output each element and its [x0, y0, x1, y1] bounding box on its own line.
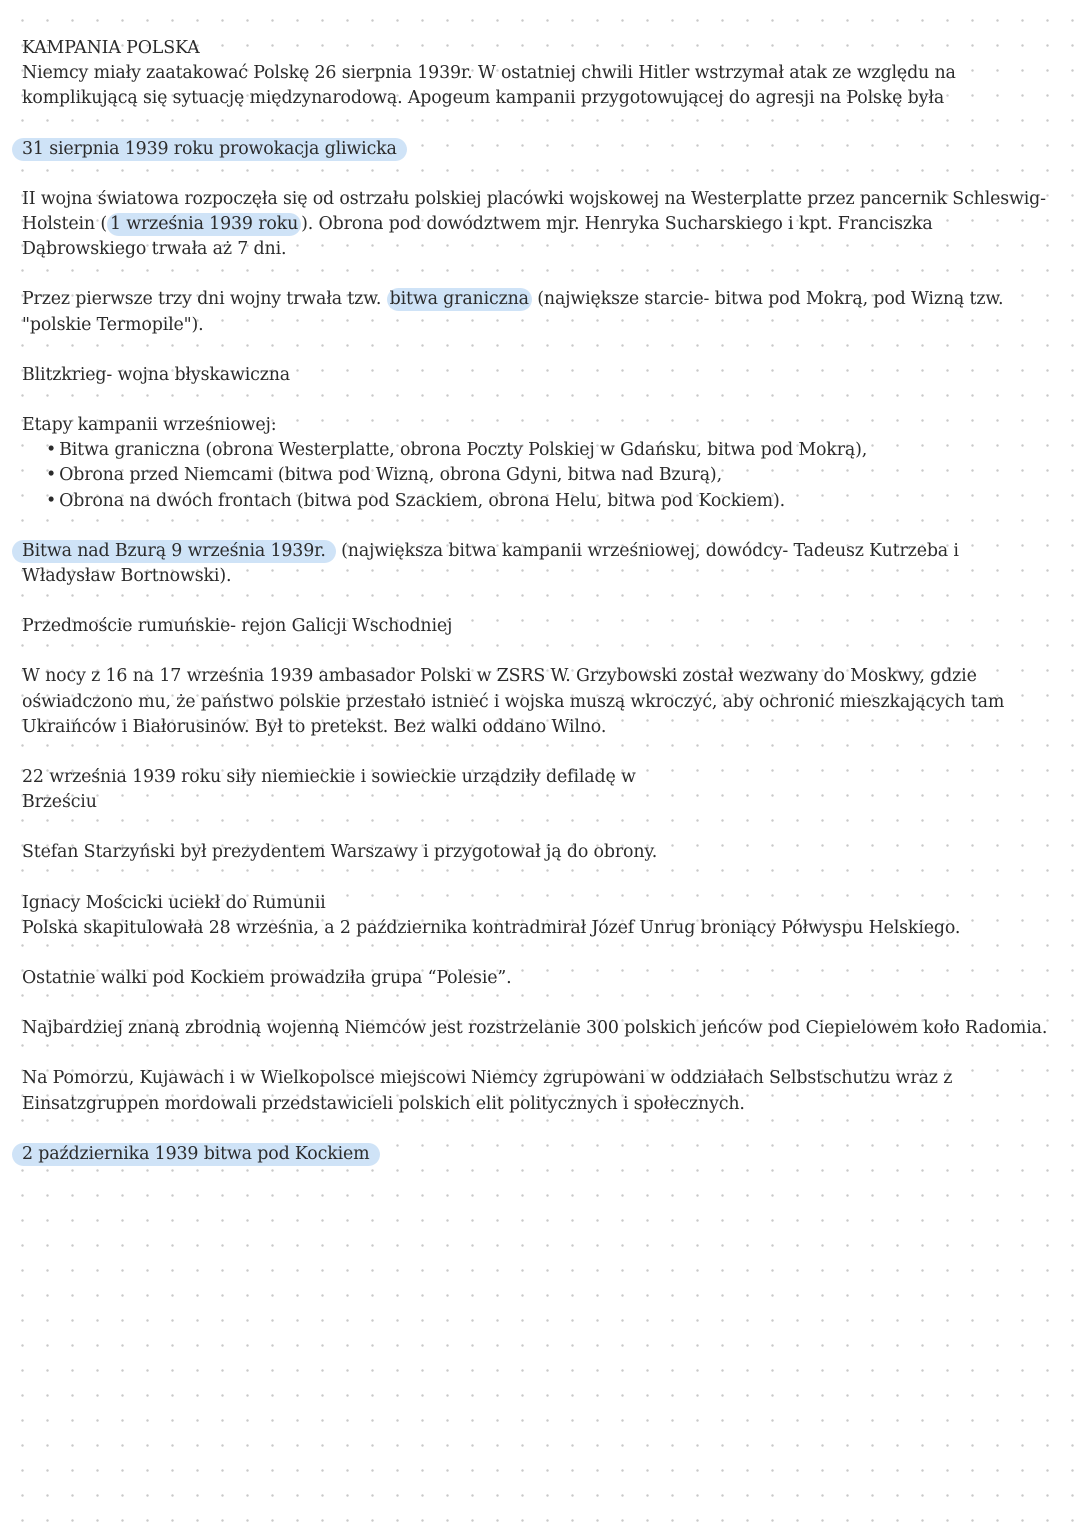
westerplatte-date-highlight: 1 września 1939 roku — [107, 213, 301, 236]
stages-heading: Etapy kampanii wrześniowej: — [22, 415, 277, 436]
kock-highlight-line — [22, 1142, 1050, 1167]
bzura-paragraph: Bitwa nad Bzurą 9 września 1939r. (największa bitwa kampanii wrześniowej, dowódcy- Tadeusz Kutrzeba i Władysław Bortnowski). — [22, 539, 1050, 589]
list-item: • Obrona na dwóch frontach (bitwa pod Szackiem, obrona Helu, bitwa pod Kockiem). — [46, 489, 1050, 514]
bzura-highlight: Bitwa nad Bzurą 9 września 1939r. — [12, 540, 336, 563]
capitulation-paragraph: Polska skapitulowała 28 września, a 2 października kontradmirał Józef Unrug broniący Półwyspu Helskiego. — [22, 917, 961, 938]
stages-list — [22, 438, 1050, 514]
list-item: • Bitwa graniczna (obrona Westerplatte, obrona Poczty Polskiej w Gdańsku, bitwa pod Mokrą), — [46, 438, 1050, 463]
border-battle-highlight: bitwa graniczna — [387, 288, 532, 311]
moscicki-line: Ignacy Mościcki uciekł do Rumunii — [22, 892, 326, 913]
gliwice-highlight: 31 sierpnia 1939 roku prowokacja gliwicka — [12, 138, 407, 161]
ciepielow-paragraph: Najbardziej znaną zbrodnią wojenną Niemców jest rozstrzelanie 300 polskich jeńców pod Ciepielowem koło Radomia. — [22, 1018, 1048, 1039]
bridgehead-line: Przedmoście rumuńskie- rejon Galicji Wschodniej — [22, 616, 453, 637]
brest-parade-paragraph: 22 września 1939 roku siły niemieckie i sowieckie urządziły defiladę w Brześciu — [22, 767, 636, 813]
kock-highlight: 2 października 1939 bitwa pod Kockiem — [12, 1143, 380, 1166]
gliwice-highlight-line — [22, 137, 1050, 162]
polesie-line: Ostatnie walki pod Kockiem prowadziła grupa “Polesie”. — [22, 968, 512, 989]
soviet-invasion-paragraph: W nocy z 16 na 17 września 1939 ambasador Polski w ZSRS W. Grzybowski został wezwany do Moskwy, gdzie oświadczono mu, że państwo polskie przestało istnieć i wojska muszą wkroczyć, aby ochronić mieszkających tam Ukraińców i Białorusinów. Był to pretekst. Bez walki oddano Wilno. — [22, 666, 1005, 737]
page-title: KAMPANIA POLSKA — [22, 38, 200, 58]
westerplatte-paragraph: II wojna światowa rozpoczęła się od ostrzału polskiej placówki wojskowej na Westerplatte przez pancernik Schleswig- Holstein ( 1 września 1939 roku ). Obrona pod dowództwem mjr. Henryka Sucharskiego i kpt. Franciszka Dąbrowskiego trwała aż 7 dni. — [22, 188, 1046, 260]
starzynski-line: Stefan Starzyński był prezydentem Warszawy i przygotował ją do obrony. — [22, 842, 658, 863]
blitzkrieg-line: Blitzkrieg- wojna błyskawiczna — [22, 364, 290, 385]
border-battle-paragraph: Przez pierwsze trzy dni wojny trwała tzw. bitwa graniczna (największe starcie- bitwa pod Mokrą, pod Wizną tzw. "polskie Termopile"). — [22, 289, 1004, 335]
list-item: • Obrona przed Niemcami (bitwa pod Wizną, obrona Gdyni, bitwa nad Bzurą), — [46, 463, 1050, 488]
selbstschutz-paragraph: Na Pomorzu, Kujawach i w Wielkopolsce miejscowi Niemcy zgrupowani w oddziałach Selbstschutzu wraz z Einsatzgruppen mordowali przedstawicieli polskich elit politycznych i społecznych. — [22, 1068, 953, 1114]
intro-paragraph: Niemcy miały zaatakować Polskę 26 sierpnia 1939r. W ostatniej chwili Hitler wstrzymał atak ze względu na komplikującą się sytuację międzynarodową. Apogeum kampanii przygotowującej do agresji na Polskę była — [22, 63, 956, 109]
